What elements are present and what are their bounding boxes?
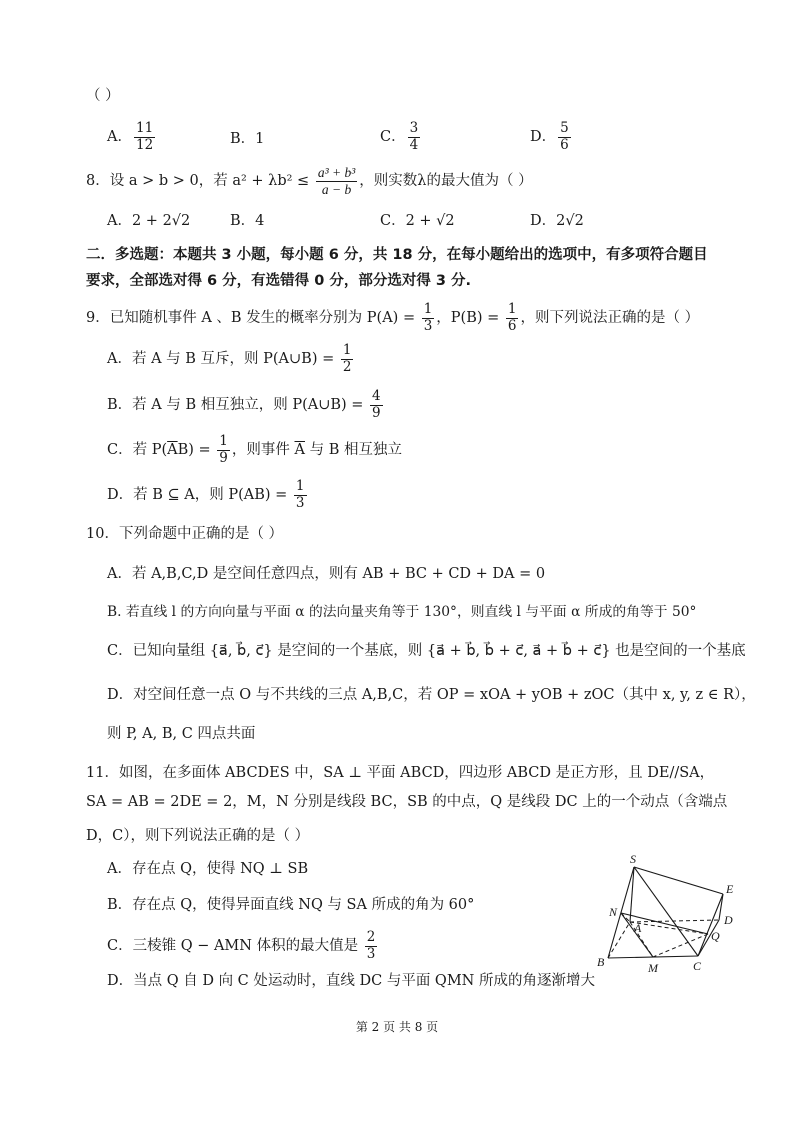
label-e: E [726,882,734,896]
edge-ad-hidden [630,920,719,922]
q7-option-a-num: 11 [135,120,154,136]
q10-stem: 10．下列命题中正确的是（ ） [86,526,284,542]
q9-option-c-complement: $\overline{A}$ [167,442,178,459]
q11-option-c-num: 2 [366,929,376,945]
q9-option-c-num: 1 [219,433,228,449]
edge-ba-hidden [608,922,630,958]
q9-pb-den: 6 [507,317,517,334]
q10-option-c: C．已知向量组 {a⃗, b⃗, c⃗} 是空间的一个基底，则 {a⃗ + b⃗, b⃗ + c⃗, a⃗ + b⃗ + c⃗} 也是空间的一个基底 [107,643,746,659]
q9-option-d-num: 1 [295,478,305,494]
q8-stem [86,165,533,197]
q7-option-a [107,121,157,153]
q9-pb-fraction [506,302,519,334]
q9-option-a-fraction [341,343,354,375]
q9-pa-den: 3 [423,317,433,334]
q9-option-c-den: 9 [219,449,228,466]
q7-option-c [380,121,422,153]
q10-option-b: B. 若直线 l 的方向向量与平面 α 的法向量夹角等于 130°，则直线 l 与平面 α 所成的角等于 50° [107,604,697,620]
q10-option-d-line2: 则 P, A, B, C 四点共面 [107,726,256,742]
q9-option-a-num: 1 [342,342,352,358]
label-m: M [648,961,658,975]
q9-option-c-mid: B) = [177,442,216,459]
q7-option-d [530,121,573,153]
q7-option-d-den: 6 [560,136,569,153]
q11-option-c [107,930,379,962]
q9-pb-num: 1 [507,301,517,317]
q8-option-d: D．2√2 [530,213,584,229]
q9-stem-post: ，则下列说法正确的是（ ） [520,310,700,327]
q11-option-c-fraction [365,930,378,962]
q11-option-c-den: 3 [366,945,376,962]
edge-ce [698,894,723,956]
q8-option-c: C．2 + √2 [380,213,455,229]
q8-option-a: A．2 + 2√2 [107,213,191,229]
q7-option-c-label: C． [380,129,406,146]
q11-option-c-text: C．三棱锥 Q − AMN 体积的最大值是 [107,938,363,955]
q8-fraction-den: a − b [321,181,352,197]
edge-se [634,867,723,894]
q9-pa-fraction [422,302,435,334]
polyhedron-figure [590,850,750,980]
q9-stem-pre: 9．已知随机事件 A 、B 发生的概率分别为 P(A) = [86,310,420,327]
q7-option-d-label: D． [530,129,557,146]
q7-option-d-num: 5 [560,120,569,136]
edge-aq-hidden [630,922,708,934]
q7-option-b: B．1 [230,131,265,147]
q7-option-a-label: A． [107,129,132,146]
label-a: A [634,921,642,935]
section-2-heading-line2: 要求，全部选对得 6 分，有选错得 0 分，部分选对得 3 分. [86,273,472,289]
q8-stem-post: ，则实数λ的最大值为（ ） [359,173,533,190]
q9-pa-num: 1 [423,301,433,317]
q9-option-c-pre: C．若 P( [107,442,168,459]
q9-option-d-den: 3 [295,494,305,511]
q9-option-b-fraction [370,389,383,421]
q7-option-c-num: 3 [409,120,419,136]
q9-option-c-complement-2: $\overline{A}$ [294,442,305,459]
q7-option-c-fraction [408,121,421,153]
q9-option-b-den: 9 [372,404,381,421]
q9-option-c [107,434,402,466]
page-footer: 第 2 页 共 8 页 [355,1020,439,1034]
q11-stem-line2: SA = AB = 2DE = 2，M，N 分别是线段 BC，SB 的中点，Q 是线段 DC 上的一个动点（含端点 [86,794,728,810]
q11-stem-line3: D，C），则下列说法正确的是（ ） [86,828,310,844]
q9-option-d-fraction [294,479,307,511]
q10-option-a: A．若 A,B,C,D 是空间任意四点，则有 AB + BC + CD + DA = 0 [107,566,546,582]
q9-stem-mid: ，P(B) = [436,310,504,327]
q7-option-d-fraction [558,121,571,153]
section-2-heading-line1: 二．多选题：本题共 3 小题，每小题 6 分，共 18 分，在每小题给出的选项中，有多项符合题目 [86,247,708,263]
label-d: D [724,913,733,927]
q9-option-a [107,343,355,375]
q9-option-b-text: B．若 A 与 B 相互独立，则 P(A∪B) = [107,397,369,414]
q9-option-d [107,479,309,511]
q9-option-b-num: 4 [372,388,381,404]
q9-option-b [107,389,385,421]
q11-stem-line1: 11．如图，在多面体 ABCDES 中，SA ⊥ 平面 ABCD，四边形 ABCD 是正方形，且 DE//SA， [86,765,715,781]
q10-option-d-line1: D．对空间任意一点 O 与不共线的三点 A,B,C，若 OP = xOA + yOB + zOC（其中 x, y, z ∈ R）， [107,687,756,703]
q9-option-c-post-pre: ，则事件 [231,442,295,459]
q7-option-c-den: 4 [409,136,419,153]
label-q: Q [711,929,720,943]
q9-option-a-den: 2 [342,358,352,375]
label-b: B [597,955,605,969]
q9-stem [86,302,699,334]
q7-option-a-fraction [134,121,155,153]
q11-option-b: B．存在点 Q，使得异面直线 NQ 与 SA 所成的角为 60° [107,897,475,913]
q9-option-a-text: A．若 A 与 B 互斥，则 P(A∪B) = [107,351,339,368]
q7-answer-paren: （ ） [86,88,120,104]
q8-stem-pre: 8．设 a > b > 0，若 a² + λb² ≤ [86,173,314,190]
q8-stem-fraction [316,165,357,197]
q8-fraction-num: a³ + b³ [317,165,356,180]
q9-option-d-text: D．若 B ⊆ A，则 P(AB) = [107,487,292,504]
q11-option-d: D．当点 Q 自 D 向 C 处运动时，直线 DC 与平面 QMN 所成的角逐渐增大 [107,973,595,989]
label-n: N [609,905,618,919]
label-s: S [630,852,636,866]
q9-option-c-post: 与 B 相互独立 [304,442,402,459]
q8-option-b: B．4 [230,213,265,229]
q7-option-a-den: 12 [135,136,154,153]
label-c: C [693,959,702,973]
q11-option-a: A．存在点 Q，使得 NQ ⊥ SB [107,861,309,877]
q9-option-c-fraction [217,434,230,466]
